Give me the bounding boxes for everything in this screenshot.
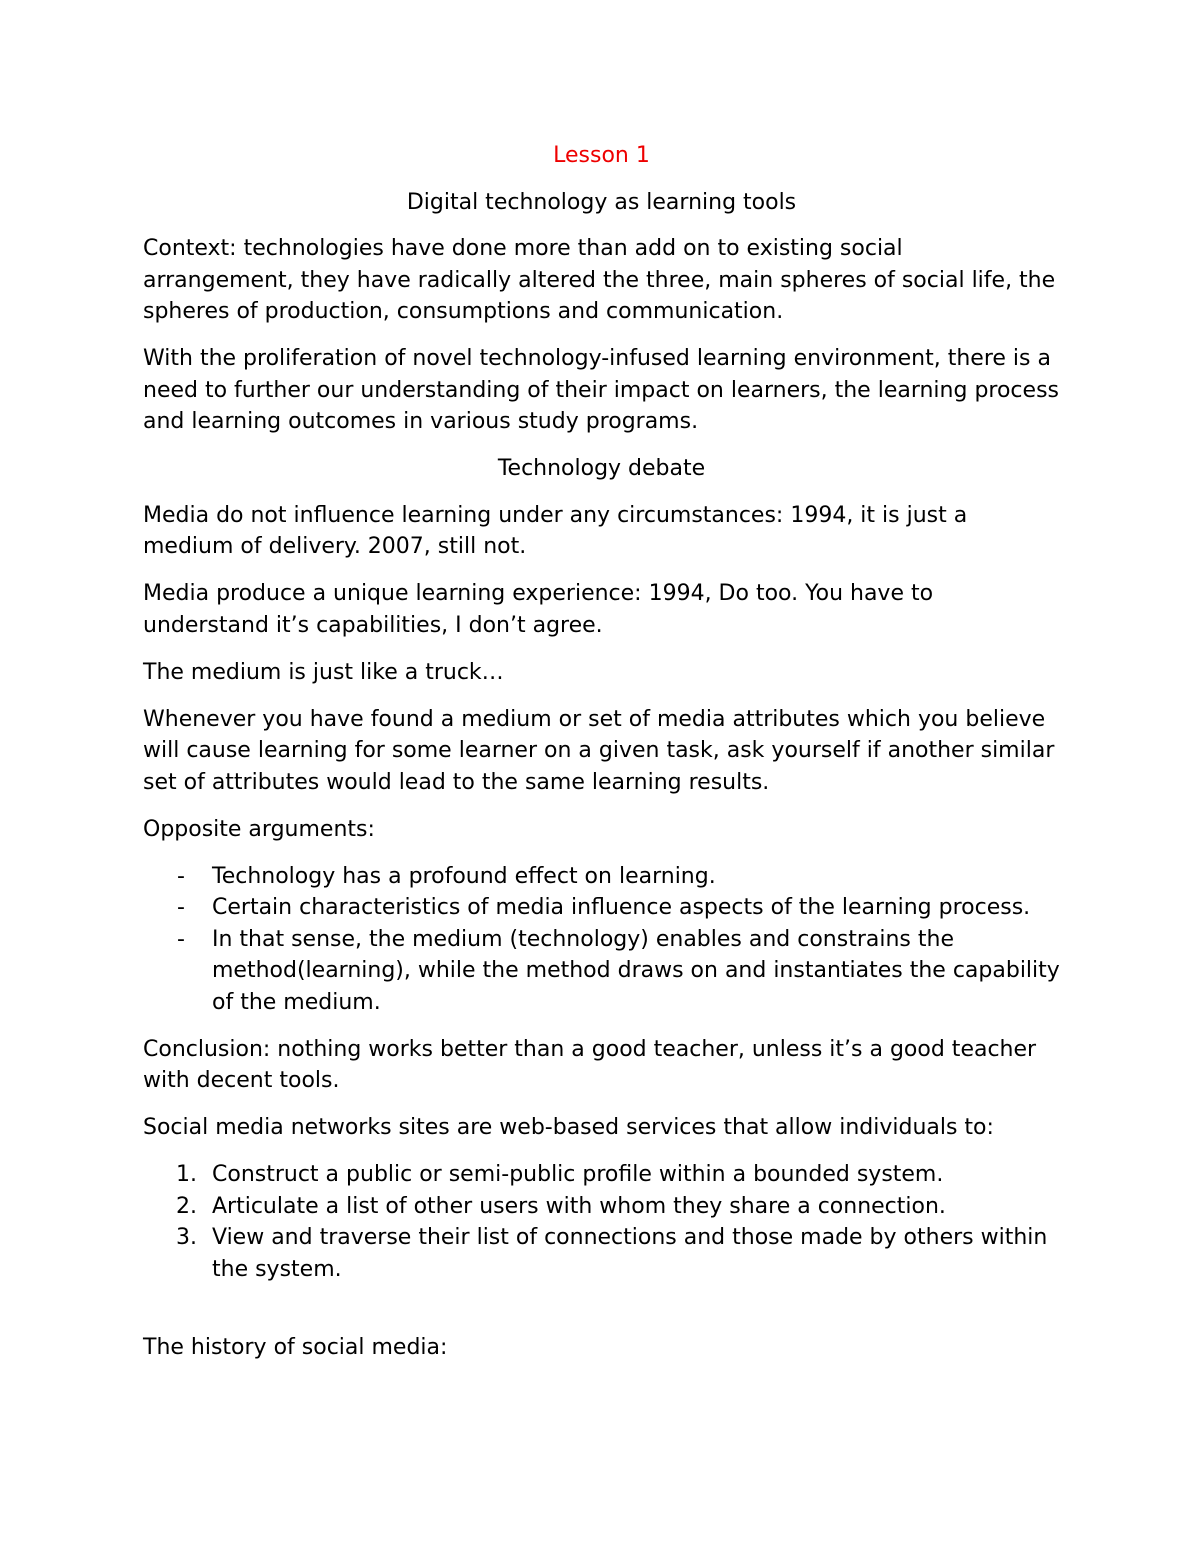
social-media-list [143, 1159, 1060, 1285]
list-marker: 1. [176, 1162, 197, 1187]
list-marker: 2. [176, 1193, 197, 1219]
list-item: - Technology has a profound effect on learning. [143, 861, 1060, 893]
media-not-influence-paragraph: Media do not influence learning under any circumstances: 1994, it is just a medium of delivery. 2007, still not. [143, 502, 968, 559]
lesson-subtitle: Digital technology as learning tools [406, 189, 797, 215]
history-paragraph: The history of social media: [143, 1335, 448, 1360]
media-produce-paragraph: Media produce a unique learning experience: 1994, Do too. You have to understand it’s capabilities, I don’t agree. [143, 581, 934, 638]
list-item [143, 1191, 1060, 1223]
list-item: - In that sense, the medium (technology) enables and constrains the method(learning), while the method draws on and instantiates the capability of the medium. [143, 924, 1060, 1019]
list-item [143, 1222, 1060, 1285]
list-item-text: Articulate a list of other users with whom they share a connection. [212, 1193, 946, 1219]
opposite-arguments-label: Opposite arguments: [143, 816, 375, 842]
lesson-title: Lesson 1 [553, 143, 650, 168]
social-media-paragraph: Social media networks sites are web-based services that allow individuals to: [143, 1115, 994, 1140]
proliferation-paragraph: With the proliferation of novel technology-infused learning environment, there is a need to further our understanding of their impact on learners, the learning process and learning outcomes in various study programs. [143, 346, 1059, 434]
truck-paragraph: The medium is just like a truck… [143, 659, 504, 685]
list-item-text: View and traverse their list of connections and those made by others within the system. [212, 1225, 1048, 1282]
list-item-text: Construct a public or semi-public profile within a bounded system. [212, 1162, 944, 1187]
conclusion-paragraph: Conclusion: nothing works better than a good teacher, unless it’s a good teacher with decent tools. [143, 1036, 1037, 1093]
opposite-arguments-list [143, 861, 1060, 1019]
technology-debate-heading: Technology debate [497, 456, 706, 481]
list-item [143, 1159, 1060, 1191]
context-paragraph: Context: technologies have done more than add on to existing social arrangement, they have radically altered the three, main spheres of social life, the spheres of production, consumptions and communication. [143, 236, 1056, 324]
list-item: - Certain characteristics of media influence aspects of the learning process. [143, 892, 1060, 924]
list-marker: 3. [176, 1225, 197, 1250]
whenever-paragraph: Whenever you have found a medium or set of media attributes which you believe will cause learning for some learner on a given task, ask yourself if another similar set of attributes would lead to the same learning results. [143, 706, 1055, 795]
